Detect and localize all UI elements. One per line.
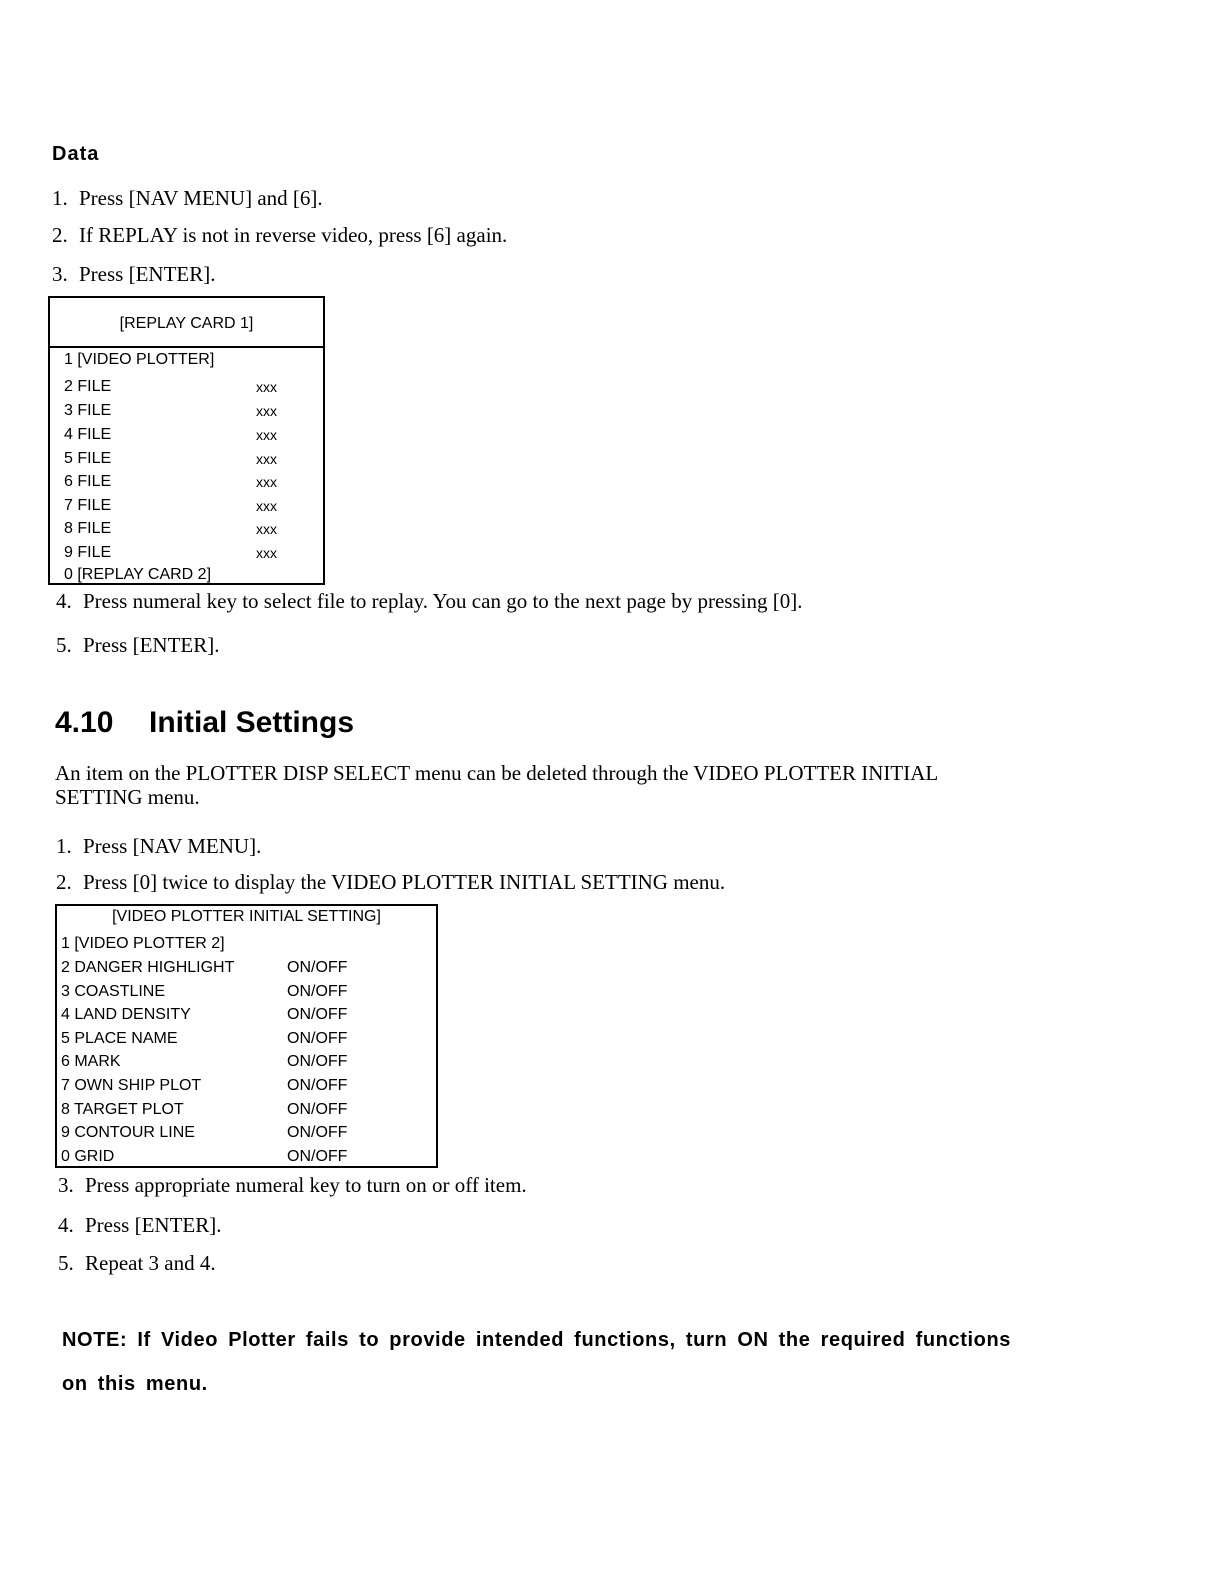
replay-menu-title: [REPLAY CARD 1] — [50, 298, 323, 348]
step-text: Press [NAV MENU]. — [83, 834, 262, 858]
menu-row-value: ON/OFF — [287, 1077, 348, 1094]
menu-row-value: xxx — [256, 403, 277, 419]
step-number: 3. — [58, 1173, 74, 1197]
menu-row-label: 6 MARK — [61, 1053, 121, 1070]
menu-row-value: xxx — [256, 498, 277, 514]
step-text: Press appropriate numeral key to turn on or off item. — [85, 1173, 527, 1197]
initial-setting-menu — [55, 904, 438, 1168]
section-title — [55, 706, 354, 740]
menu-row-label: 6 FILE — [64, 473, 112, 490]
data-step-4 — [56, 589, 802, 614]
data-step-1 — [52, 186, 323, 211]
step-text: Press [0] twice to display the VIDEO PLOTTER INITIAL SETTING menu. — [83, 870, 726, 894]
note-paragraph: NOTE: If Video Plotter fails to provide intended functions, turn ON the required functions on this menu. — [62, 1329, 1011, 1395]
replay-card-menu — [48, 296, 325, 585]
init-menu-row — [61, 1028, 348, 1050]
step-text: Press [ENTER]. — [85, 1213, 222, 1237]
init-step-4 — [58, 1213, 221, 1238]
step-number: 2. — [56, 870, 72, 894]
init-menu-row — [61, 981, 348, 1003]
init-step-1 — [56, 834, 261, 859]
menu-row-value: xxx — [256, 474, 277, 490]
init-menu-row — [61, 1122, 348, 1144]
step-text: Press [ENTER]. — [79, 262, 216, 286]
step-text: If REPLAY is not in reverse video, press [6] again. — [79, 223, 508, 247]
menu-row-value: xxx — [256, 521, 277, 537]
menu-row-value: ON/OFF — [287, 1030, 348, 1047]
menu-row-label: 1 [VIDEO PLOTTER] — [64, 351, 215, 368]
step-number: 2. — [52, 223, 68, 247]
menu-row-label: 1 [VIDEO PLOTTER 2] — [61, 935, 225, 952]
replay-menu-row — [64, 424, 277, 446]
menu-row-label: 9 FILE — [64, 544, 112, 561]
step-text: Repeat 3 and 4. — [85, 1251, 216, 1275]
init-step-3 — [58, 1173, 527, 1198]
init-menu-row — [61, 1004, 348, 1026]
init-step-5 — [58, 1251, 216, 1276]
step-number: 4. — [58, 1213, 74, 1237]
replay-menu-row — [64, 400, 277, 422]
menu-row-value: xxx — [256, 427, 277, 443]
menu-row-label: 2 DANGER HIGHLIGHT — [61, 959, 235, 976]
menu-row-value: ON/OFF — [287, 1124, 348, 1141]
replay-menu-row — [64, 471, 277, 493]
menu-row-value: ON/OFF — [287, 1006, 348, 1023]
data-step-5 — [56, 633, 219, 658]
menu-row-value: ON/OFF — [287, 983, 348, 1000]
data-step-3 — [52, 262, 215, 287]
init-menu-row — [61, 1146, 348, 1168]
menu-row-label: 5 PLACE NAME — [61, 1030, 178, 1047]
replay-menu-row — [64, 495, 277, 517]
step-number: 5. — [58, 1251, 74, 1275]
init-menu-row — [61, 957, 348, 979]
init-menu-row — [61, 1051, 348, 1073]
menu-row-label: 3 FILE — [64, 402, 112, 419]
menu-row-label: 7 OWN SHIP PLOT — [61, 1077, 202, 1094]
data-step-2 — [52, 223, 507, 248]
menu-row-value: ON/OFF — [287, 1053, 348, 1070]
replay-menu-row — [64, 376, 277, 398]
step-number: 5. — [56, 633, 72, 657]
menu-row-label: 7 FILE — [64, 497, 112, 514]
replay-menu-row — [64, 448, 277, 470]
init-menu-title: [VIDEO PLOTTER INITIAL SETTING] — [112, 908, 381, 925]
menu-row-label: 4 FILE — [64, 426, 112, 443]
menu-row-label: 2 FILE — [64, 378, 112, 395]
step-number: 1. — [56, 834, 72, 858]
init-menu-row — [61, 1099, 348, 1121]
intro-paragraph: An item on the PLOTTER DISP SELECT menu can be deleted through the VIDEO PLOTTER INITIAL SETTING menu. — [55, 761, 938, 809]
menu-row-value: xxx — [256, 379, 277, 395]
menu-row-value: ON/OFF — [287, 1148, 348, 1165]
init-menu-row — [61, 933, 225, 955]
menu-row-label: 4 LAND DENSITY — [61, 1006, 191, 1023]
data-heading: Data — [52, 143, 100, 165]
menu-row-value: xxx — [256, 545, 277, 561]
menu-row-label: 3 COASTLINE — [61, 983, 166, 1000]
replay-menu-row — [64, 564, 211, 586]
menu-row-label: 0 [REPLAY CARD 2] — [64, 566, 212, 583]
step-text: Press [NAV MENU] and [6]. — [79, 186, 323, 210]
step-text: Press numeral key to select file to replay. You can go to the next page by pressing [0]. — [83, 589, 803, 613]
menu-row-label: 5 FILE — [64, 450, 112, 467]
step-number: 3. — [52, 262, 68, 286]
replay-menu-row — [64, 349, 214, 371]
init-step-2 — [56, 870, 725, 895]
replay-menu-row — [64, 542, 277, 564]
step-number: 1. — [52, 186, 68, 210]
replay-menu-row — [64, 518, 277, 540]
section-heading: Initial Settings — [149, 706, 355, 739]
menu-row-label: 9 CONTOUR LINE — [61, 1124, 195, 1141]
menu-row-value: xxx — [256, 451, 277, 467]
init-menu-row — [61, 1075, 348, 1097]
menu-row-value: ON/OFF — [287, 959, 348, 976]
section-number: 4.10 — [55, 706, 114, 739]
menu-row-label: 0 GRID — [61, 1148, 115, 1165]
step-text: Press [ENTER]. — [83, 633, 220, 657]
step-number: 4. — [56, 589, 72, 613]
menu-row-label: 8 FILE — [64, 520, 112, 537]
menu-row-value: ON/OFF — [287, 1101, 348, 1118]
menu-row-label: 8 TARGET PLOT — [61, 1101, 184, 1118]
